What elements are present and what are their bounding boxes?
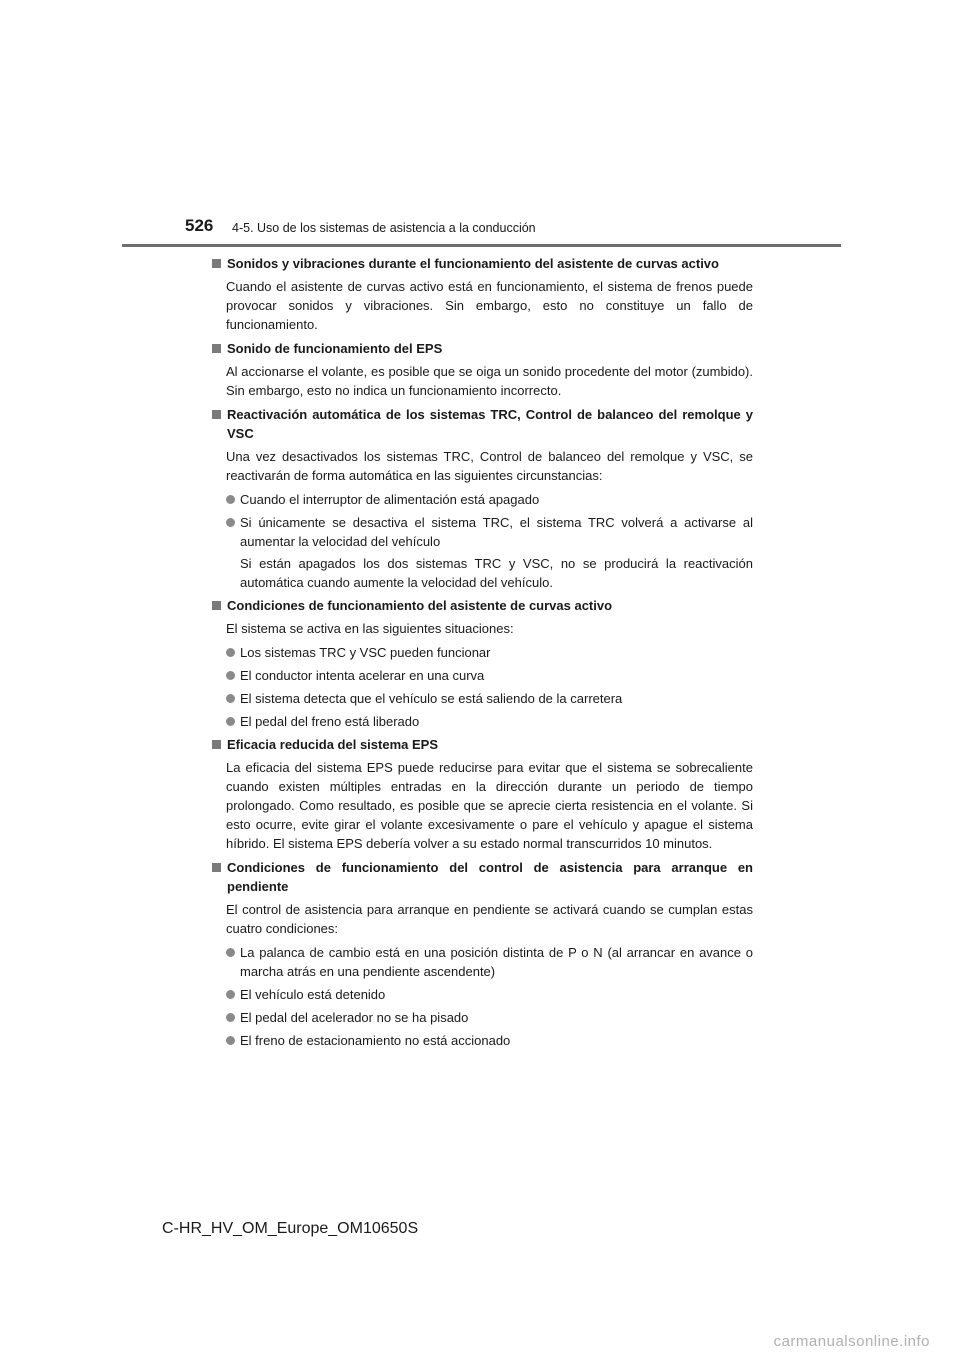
topic-section bbox=[208, 858, 753, 1050]
topic-paragraph: Cuando el asistente de curvas activo está en funcionamiento, el sistema de frenos puede provocar sonidos y vibraciones. Sin embargo, esto no constituye un fallo de funcionamiento. bbox=[226, 279, 753, 332]
round-bullet-icon bbox=[226, 648, 235, 657]
page-header bbox=[0, 0, 960, 250]
square-bullet-icon bbox=[212, 410, 221, 419]
round-bullet-icon bbox=[226, 1013, 235, 1022]
topic-heading bbox=[208, 735, 753, 754]
topic-heading-text: Condiciones de funcionamiento del asistente de curvas activo bbox=[227, 598, 613, 613]
list-item-note: Si están apagados los dos sistemas TRC y VSC, no se producirá la reactivación automática cuando aumente la velocidad del vehículo. bbox=[240, 556, 753, 590]
round-bullet-icon bbox=[226, 948, 235, 957]
topic-paragraph: La eficacia del sistema EPS puede reducirse para evitar que el sistema se sobrecaliente cuando existen múltiples entradas en la dirección durante un periodo de tiempo prolongado. Como resultado, es posible que se aprecie cierta resistencia en el volante. Si esto ocurre, evite girar el volante excesivamente o pare el vehículo y apague el sistema híbrido. El sistema EPS debería volver a su estado normal transcurridos 10 minutos. bbox=[226, 760, 753, 851]
square-bullet-icon bbox=[212, 259, 221, 268]
topic-heading bbox=[208, 254, 753, 273]
list-item-text: El sistema detecta que el vehículo se está saliendo de la carretera bbox=[240, 691, 623, 706]
list-item bbox=[208, 1008, 753, 1027]
list-item-text: El pedal del freno está liberado bbox=[240, 714, 420, 729]
list-item bbox=[208, 943, 753, 981]
list-item-text: El pedal del acelerador no se ha pisado bbox=[240, 1010, 469, 1025]
topic-heading-text: Sonidos y vibraciones durante el funcionamiento del asistente de curvas activo bbox=[227, 256, 719, 271]
list-item bbox=[208, 1031, 753, 1050]
list-item bbox=[208, 985, 753, 1004]
watermark: carmanualsonline.info bbox=[773, 1333, 930, 1350]
topic-paragraph: Una vez desactivados los sistemas TRC, Control de balanceo del remolque y VSC, se reactivarán de forma automática en las siguientes circunstancias: bbox=[226, 449, 753, 483]
list-item-text: Cuando el interruptor de alimentación está apagado bbox=[240, 492, 540, 507]
list-item-text: Si únicamente se desactiva el sistema TRC, el sistema TRC volverá a activarse al aumentar la velocidad del vehículo bbox=[240, 515, 753, 549]
topic-heading bbox=[208, 339, 753, 358]
topic-paragraph: El sistema se activa en las siguientes situaciones: bbox=[226, 621, 514, 636]
list-item-text: El conductor intenta acelerar en una curva bbox=[240, 668, 485, 683]
square-bullet-icon bbox=[212, 740, 221, 749]
topic-section bbox=[208, 254, 753, 334]
topic-heading-text: Reactivación automática de los sistemas TRC, Control de balanceo del remolque y VSC bbox=[227, 407, 753, 441]
square-bullet-icon bbox=[212, 863, 221, 872]
round-bullet-icon bbox=[226, 717, 235, 726]
topic-heading-text: Condiciones de funcionamiento del control de asistencia para arranque en pendiente bbox=[227, 860, 753, 894]
list-item bbox=[208, 712, 753, 731]
topic-paragraph: El control de asistencia para arranque en pendiente se activará cuando se cumplan estas cuatro condiciones: bbox=[226, 902, 753, 936]
header-rule bbox=[122, 244, 841, 247]
topic-heading bbox=[208, 596, 753, 615]
round-bullet-icon bbox=[226, 671, 235, 680]
topic-heading bbox=[208, 405, 753, 443]
page-content bbox=[208, 254, 753, 1054]
square-bullet-icon bbox=[212, 601, 221, 610]
list-item bbox=[208, 513, 753, 592]
square-bullet-icon bbox=[212, 344, 221, 353]
list-item-text: Los sistemas TRC y VSC pueden funcionar bbox=[240, 645, 491, 660]
round-bullet-icon bbox=[226, 1036, 235, 1045]
topic-heading-text: Eficacia reducida del sistema EPS bbox=[227, 737, 438, 752]
list-item-text: La palanca de cambio está en una posición distinta de P o N (al arrancar en avance o marcha atrás en una pendiente ascendente) bbox=[240, 945, 753, 979]
list-item-text: El freno de estacionamiento no está accionado bbox=[240, 1033, 511, 1048]
list-item bbox=[208, 689, 753, 708]
list-item bbox=[208, 666, 753, 685]
topic-heading-text: Sonido de funcionamiento del EPS bbox=[227, 341, 443, 356]
list-item bbox=[208, 490, 753, 509]
round-bullet-icon bbox=[226, 990, 235, 999]
section-title: 4-5. Uso de los sistemas de asistencia a la conducción bbox=[232, 221, 536, 235]
topic-section bbox=[208, 339, 753, 400]
list-item-text: El vehículo está detenido bbox=[240, 987, 386, 1002]
topic-section bbox=[208, 596, 753, 731]
topic-section bbox=[208, 735, 753, 853]
topic-heading bbox=[208, 858, 753, 896]
round-bullet-icon bbox=[226, 518, 235, 527]
round-bullet-icon bbox=[226, 694, 235, 703]
page-number: 526 bbox=[185, 216, 214, 235]
topic-section bbox=[208, 405, 753, 592]
manual-code: C-HR_HV_OM_Europe_OM10650S bbox=[162, 1220, 419, 1237]
round-bullet-icon bbox=[226, 495, 235, 504]
topic-paragraph: Al accionarse el volante, es posible que se oiga un sonido procedente del motor (zumbido). Sin embargo, esto no indica un funcionamiento incorrecto. bbox=[226, 364, 753, 398]
list-item bbox=[208, 643, 753, 662]
